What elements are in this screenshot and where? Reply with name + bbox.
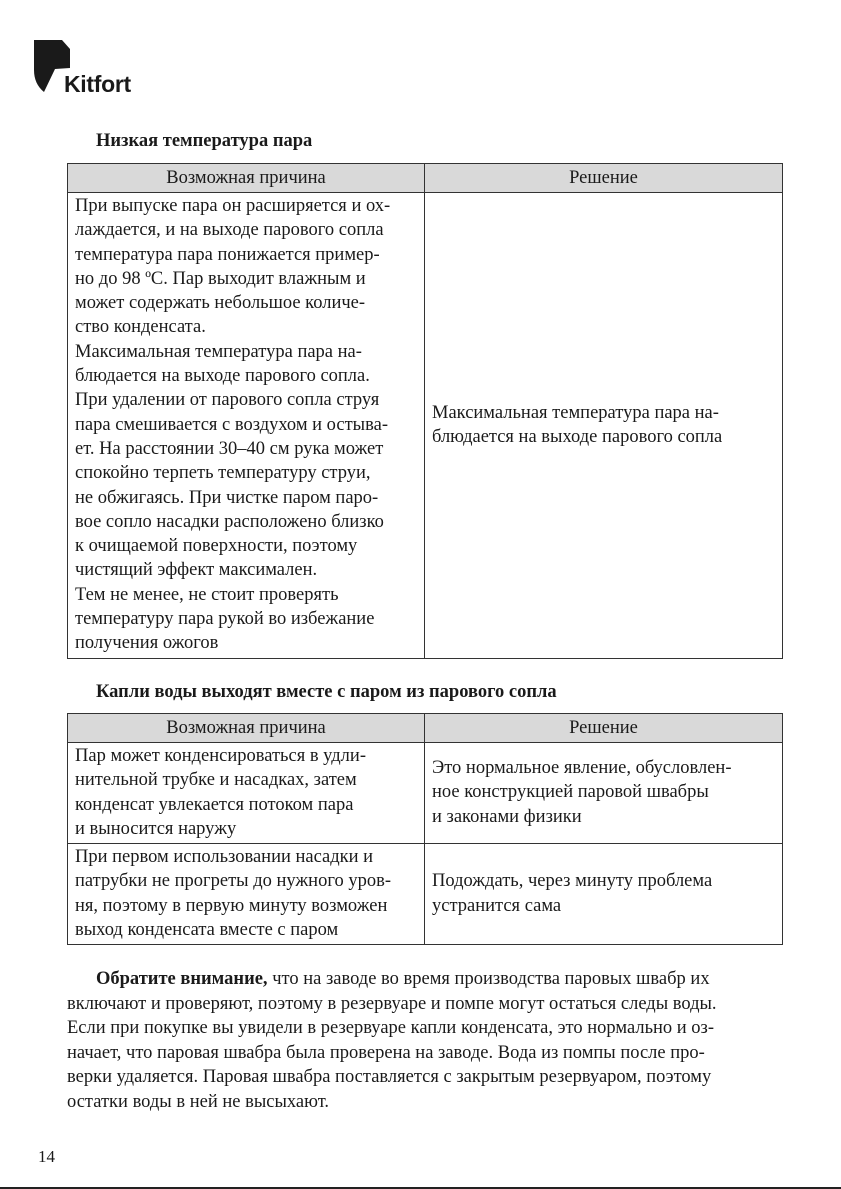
column-header-solution: Решение — [425, 164, 783, 193]
solution-line: блюдается на выходе парового сопла — [432, 426, 723, 447]
cause-line: но до 98 ºС. Пар выходит влажным и — [75, 268, 366, 289]
note-line: Если при покупке вы увидели в резервуаре капли конденсата, это нормально и оз- — [67, 1018, 715, 1039]
note-line: включают и проверяют, поэтому в резервуаре и помпе могут остаться следы воды. — [67, 993, 717, 1014]
attention-note — [67, 967, 787, 1115]
table-header-row — [68, 164, 783, 193]
column-header-cause: Возможная причина — [68, 164, 425, 193]
note-first-line-text: что на заводе во время производства паровых швабр их — [267, 969, 710, 989]
solution-cell — [425, 844, 783, 945]
cause-line: нительной трубке и насадках, затем — [75, 770, 357, 791]
page-number: 14 — [38, 1147, 55, 1166]
note-line: верки удаляется. Паровая швабра поставляется с закрытым резервуаром, поэтому — [67, 1067, 712, 1088]
troubleshooting-table-1 — [67, 163, 783, 659]
cause-line: температура пара понижается пример- — [75, 244, 380, 265]
cause-line: При удалении от парового сопла струя — [75, 390, 380, 411]
troubleshooting-table-2 — [67, 713, 783, 945]
cause-line: выход конденсата вместе с паром — [75, 920, 339, 941]
cause-line: патрубки не прогреты до нужного уров- — [75, 871, 391, 892]
note-line — [67, 967, 787, 992]
cause-line: ня, поэтому в первую минуту возможен — [75, 895, 388, 916]
cause-line: может содержать небольшое количе- — [75, 293, 366, 314]
note-bold-lead: Обратите внимание, — [96, 969, 268, 989]
cause-cell — [68, 844, 425, 945]
cause-line: не обжигаясь. При чистке паром паро- — [75, 487, 379, 508]
cause-line: спокойно терпеть температуру струи, — [75, 463, 371, 484]
cause-line: блюдается на выходе парового сопла. — [75, 366, 370, 387]
cause-line: При выпуске пара он расширяется и ох- — [75, 196, 391, 216]
cause-line: лаждается, и на выходе парового сопла — [75, 220, 384, 241]
column-header-cause: Возможная причина — [68, 714, 425, 743]
solution-line: устранится сама — [432, 895, 562, 916]
table-row — [68, 844, 783, 945]
cause-line: конденсат увлекается потоком пара — [75, 794, 354, 815]
cause-cell — [68, 193, 425, 659]
cause-line: Пар может конденсироваться в удли- — [75, 746, 366, 766]
cause-line: Максимальная температура пара на- — [75, 341, 362, 362]
cause-line: к очищаемой поверхности, поэтому — [75, 536, 358, 557]
brand-name: Kitfort — [64, 71, 131, 97]
cause-line: Тем не менее, не стоит проверять — [75, 584, 339, 605]
cause-line: ство конденсата. — [75, 317, 206, 338]
section-title-water-drops: Капли воды выходят вместе с паром из парового сопла — [96, 682, 557, 702]
note-line: остатки воды в ней не высыхают. — [67, 1091, 330, 1112]
solution-line: Это нормальное явление, обусловлен- — [432, 758, 732, 779]
table-header-row — [68, 714, 783, 743]
solution-cell — [425, 743, 783, 844]
solution-line: и законами физики — [432, 806, 582, 827]
cause-line: температуру пара рукой во избежание — [75, 609, 375, 630]
column-header-solution: Решение — [425, 714, 783, 743]
cause-line: получения ожогов — [75, 633, 219, 654]
section-title-low-steam-temperature: Низкая температура пара — [96, 131, 313, 151]
cause-line: вое сопло насадки расположено близко — [75, 511, 384, 532]
cause-line: пара смешивается с воздухом и остыва- — [75, 414, 388, 435]
table-row — [68, 743, 783, 844]
cause-line: и выносится наружу — [75, 818, 237, 839]
solution-line: Максимальная температура пара на- — [432, 402, 719, 423]
cause-cell — [68, 743, 425, 844]
cause-line: ет. На расстоянии 30–40 см рука может — [75, 438, 384, 459]
note-line: начает, что паровая швабра была проверена на заводе. Вода из помпы после про- — [67, 1042, 705, 1063]
cause-line: При первом использовании насадки и — [75, 847, 374, 868]
cause-line: чистящий эффект максимален. — [75, 560, 318, 581]
solution-cell — [425, 193, 783, 659]
solution-line: Подождать, через минуту проблема — [432, 871, 713, 892]
kitfort-logo — [34, 40, 154, 100]
table-row — [68, 193, 783, 659]
solution-line: ное конструкцией паровой швабры — [432, 782, 709, 803]
